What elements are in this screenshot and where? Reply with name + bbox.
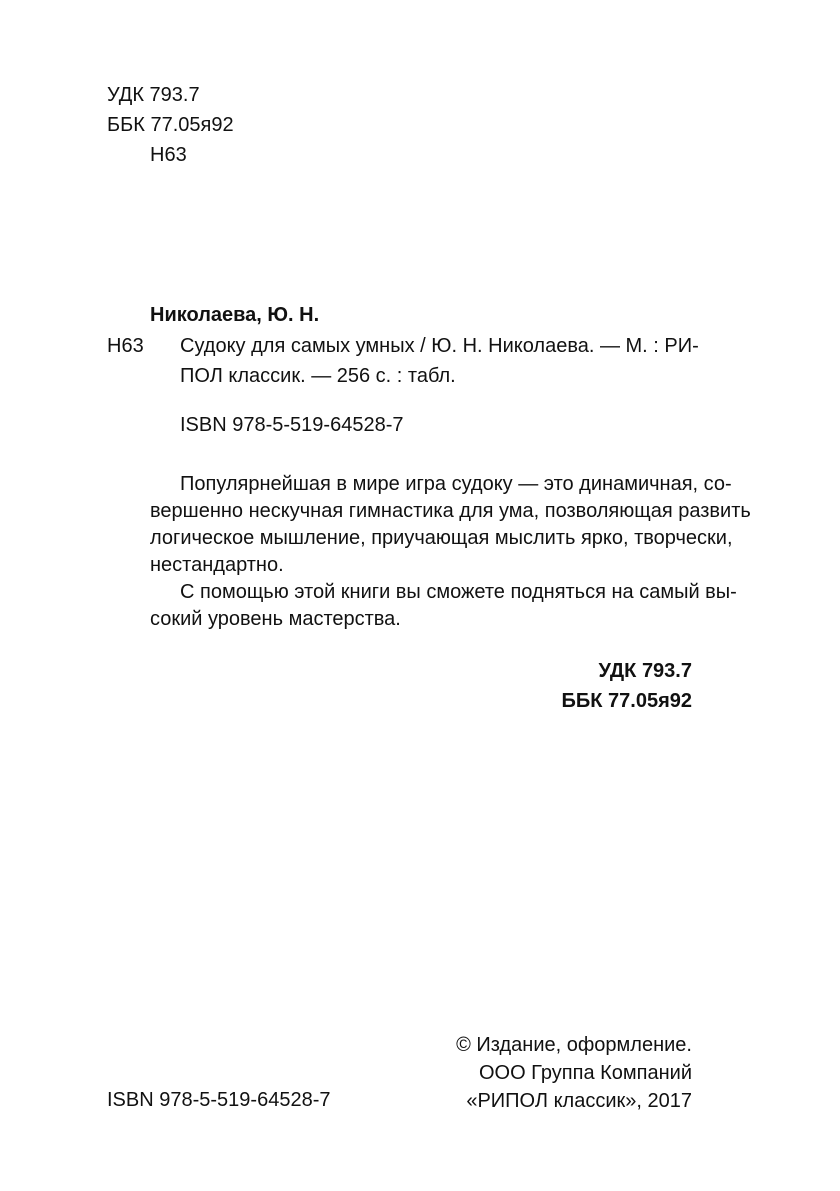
entry-author-mark: Н63 xyxy=(107,335,144,357)
annotation-p1-line-2: вершенно нескучная гимнастика для ума, позволяющая развить xyxy=(150,500,751,522)
entry-title-line-1: Судоку для самых умных / Ю. Н. Николаева. — М. : РИ- xyxy=(180,335,699,357)
annotation-p2-line-2: сокий уровень мастерства. xyxy=(150,608,401,630)
author-mark: Н63 xyxy=(150,144,187,166)
udk-code: УДК 793.7 xyxy=(107,84,200,106)
footer-isbn: ISBN 978-5-519-64528-7 xyxy=(107,1089,331,1111)
annotation-p2-line-1: С помощью этой книги вы сможете подняться на самый вы- xyxy=(180,581,737,603)
annotation-p1-line-4: нестандартно. xyxy=(150,554,284,576)
entry-title-line-2: ПОЛ классик. — 256 с. : табл. xyxy=(180,365,456,387)
annotation-p1-line-3: логическое мышление, приучающая мыслить ярко, творчески, xyxy=(150,527,733,549)
copyright-line-2: ООО Группа Компаний xyxy=(478,1062,692,1084)
author-name: Николаева, Ю. Н. xyxy=(150,304,320,326)
bbk-code-bottom: ББК 77.05я92 xyxy=(561,690,692,712)
copyright-line-3: «РИПОЛ классик», 2017 xyxy=(466,1090,692,1112)
entry-isbn: ISBN 978-5-519-64528-7 xyxy=(180,414,404,436)
bbk-code: ББК 77.05я92 xyxy=(107,114,234,136)
annotation-p1-line-1: Популярнейшая в мире игра судоку — это динамичная, со- xyxy=(180,473,732,495)
copyright-line-1: © Издание, оформление. xyxy=(456,1034,692,1056)
udk-code-bottom: УДК 793.7 xyxy=(598,660,692,682)
